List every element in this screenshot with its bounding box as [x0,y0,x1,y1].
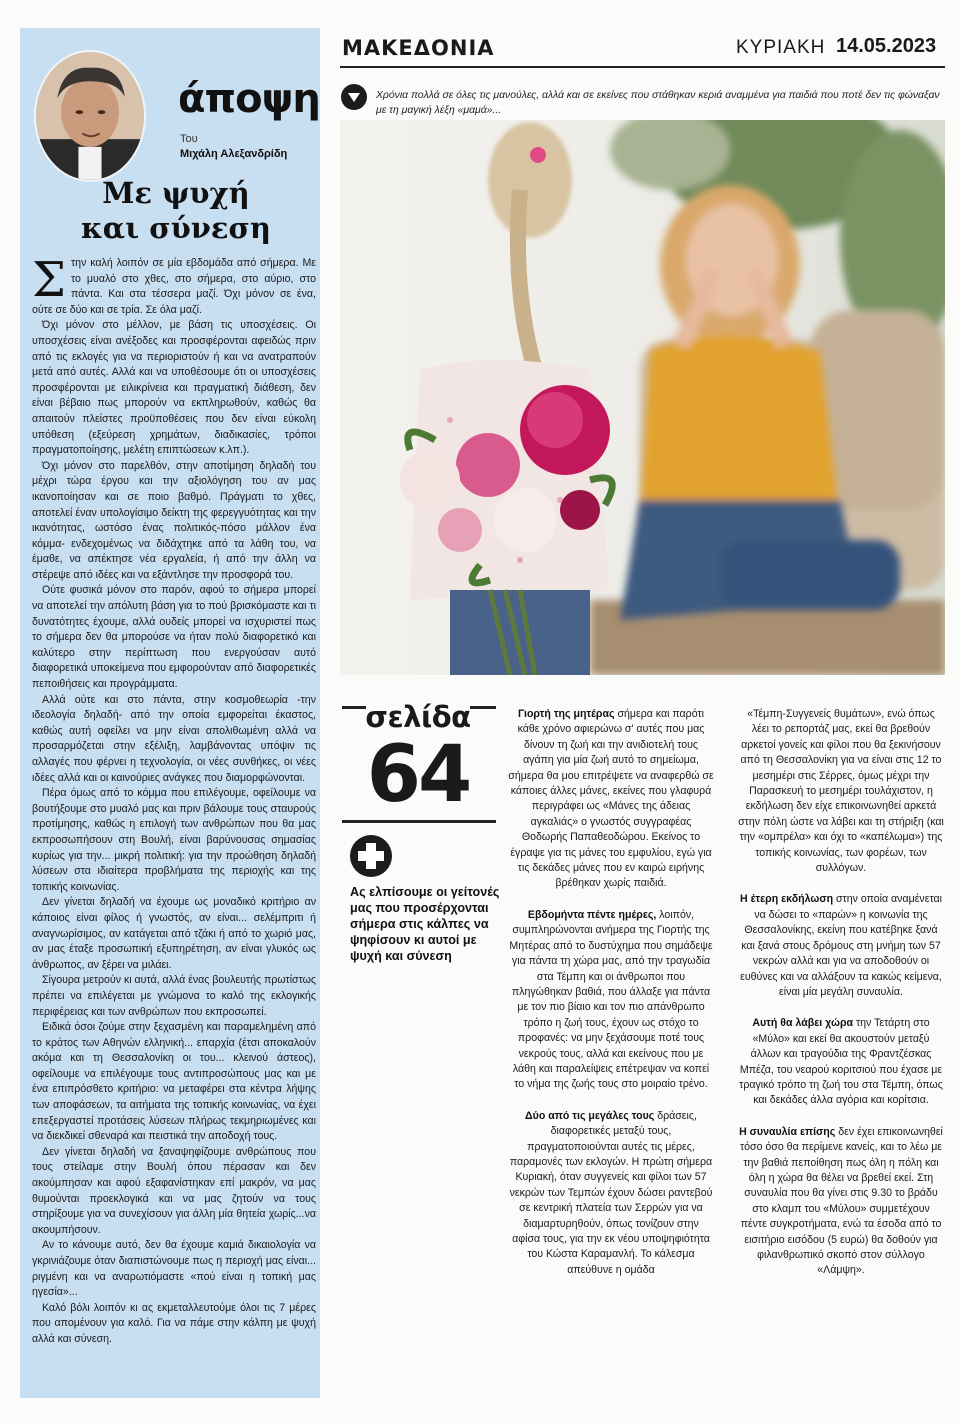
article-paragraph: Εβδομήντα πέντε ημέρες, λοιπόν, συμπληρώνονται ανήμερα της Γιορτής της Μητέρας από το δυστύχημα που σημάδεψε για πάντα τη χώρα μας, από την τραγωδία στα Τέμπη και οι άνθρωποι που πληγώθηκαν βαθιά, που άλλαξε για πάντα με τον πιο βίαιο και τον πιο απάνθρωπο τρόπο η ζωή τους, έχουν ως στόχο το προφανές: να μην ξεχάσουμε ποτέ τους νεκρούς τους, αλλά και εκείνους που με λάθη και παραλείψεις επέτρεψαν να κοπεί το νήμα της ζωής τους στο μοιραίο τρένο. [509,908,713,1091]
section-label-opinion: άποψη [178,76,320,122]
opinion-title-line2: και σύνεση [81,211,271,245]
article-paragraph: Δύο από τις μεγάλες τους δράσεις, διαφορετικές μεταξύ τους, πραγματοποιούνται αυτές τις μέρες, παραμονές των εκλογών. Η πρώτη σήμερα Κυριακή, όταν συγγενείς και φίλοι των 57 νεκρών των Τεμπών έχουν δώσει ραντεβού σε κεντρική πλατεία των Σερρών για να διαμαρτυρηθούν, όπως τονίζουν στην αφίσα τους, για την εκ νέου υποψηφιότητα του Κώστα Καραμανλή. Το κάλεσμα απεύθυνε η ομάδα [509,1109,713,1276]
article-column-middle [508,707,714,1294]
teaser-divider [342,820,496,823]
mothers-day-photo [340,120,945,675]
opinion-paragraph: Δεν γίνεται δηλαδή να έχουμε ως μοναδικό κριτήριο αν κάποιος είναι φίλος ή γνωστός, αν είναι... σελέμπριτι ή αναγνωρίσιμος, αν κατάγεται από τζάκι ή από το χωριό μας, αν μας έταξε προσωπική εξυπηρέτηση, αν είναι γλυκός ως άνθρωπος, αν ξέρει να μιλάει. [32,896,316,971]
page-number: 64 [366,730,470,820]
article-column-right [738,707,944,1295]
article-paragraph: Αυτή θα λάβει χώρα την Τετάρτη στο «Μύλο» και εκεί θα ακουστούν μεταξύ άλλων και τραγούδια της Φραντζέσκας Μπέζα, του νεαρού κοριτσιού που έχασε με τραγικό τρόπο τη ζωή του στα Τέμπη, όπως και δεκάδες άλλα αγόρια και κορίτσια. [739,1017,943,1107]
issue-date: 14.05.2023 [836,35,937,57]
opinion-paragraph: Καλό βόλι λοιπόν κι ας εκμεταλλευτούμε όλοι τις 7 μέρες που απομένουν για καλό. Για να πάμε στην κάλπη με ψυχή αλλά και σύνεση. [32,1301,316,1345]
article-paragraph: Η έτερη εκδήλωση στην οποία αναμένεται να δώσει το «παρών» η κοινωνία της Θεσσαλονίκης, εκείνη που κατέβηκε ξανά και ξανά στους δρόμους στη μνήμη των 57 νεκρών αλλά και για να αποδοθούν οι ευθύνες και να αλλάξουν τα κακώς κείμενα, είναι μία μεγάλη συναυλία. [740,893,942,998]
opinion-column [20,28,320,1398]
dropcap-letter: Σ [32,252,66,308]
opinion-paragraph: Σίγουρα μετρούν κι αυτά, αλλά ένας βουλευτής πρωτίστως πρέπει να επιλέγεται με γνώμονα το καλό της εκλογικής περιφέρειας και των ανθρώπων που εκπροσωπεί. [32,974,316,1018]
opinion-title-line1: Με ψυχή [102,176,250,210]
article-paragraph: «Τέμπη-Συγγενείς θυμάτων», ενώ όπως λέει το ρεπορτάζ μας, εκεί θα βρεθούν αρκετοί γονείς και φίλοι που θα ξεκινήσουν από τη Θεσσαλονίκη για να είναι στις 12 το μεσημέρι στις Σέρρες, όμως μέχρι την Παρασκευή το μεσημέρι τουλάχιστον, η εκδήλωση δεν είχε επικοινωνηθεί αρκετά στην πόλη ώστε να λάβει και τη στήριξη (και την «ομπρέλα» και όχι το «καπέλωμα») της τοπικής κοινωνίας, των φορέων, των συλλόγων. [738,708,944,875]
opinion-title [36,176,316,246]
photo-caption: Χρόνια πολλά σε όλες τις μανούλες, αλλά και σε εκείνες που στάθηκαν κεριά αναμμένα για παιδιά που ποτέ δεν τις φώναξαν με τη μαγική λέξη «μαμά»... [376,90,940,116]
opinion-paragraph: Όχι μόνον στο μέλλον, με βάση τις υποσχέσεις. Οι υποσχέσεις είναι ανέξοδες και προσφέρονται αφειδώς πριν από τις εκλογές για να περιοριστούν ή και να ανατραπούν μετά από αυτές. Αλλά και να υποθέσουμε ότι οι υποσχέσεις προσφέρονται με ειλικρίνεια και πραγματική διάθεση, δεν είναι βέβαιο πως μπορούν να εκπληρωθούν, καθώς θα απαιτούν πλείστες προϋποθέσεις που δεν είναι εύκολη υπόθεση (εξεύρεση χρημάτων, διαδικασίες, τρόποι πραγματοποίησης, μελέτη επιπτώσεων κ.λπ.). [32,319,316,457]
article-paragraph: Η συναυλία επίσης δεν έχει επικοινωνηθεί τόσο όσο θα περίμενε κανείς, και το λέω με την βαθιά πεποίθηση πως όλη η πόλη και όλη η χώρα θα θέλει να βρεθεί εκεί. Στη συναυλία που θα γίνει στις 9.30 το βράδυ στο κλαμπ του «Μύλου» συμμετέχουν πέντε συγκροτήματα, ενώ τα έσοδα από το εισιτήριο εισόδου (5 ευρώ) θα δοθούν για φιλανθρωπικό σκοπό στον σύλλογο «Λάμψη». [739,1125,943,1277]
caption-arrow-icon [341,84,367,110]
header-divider [340,66,945,68]
author-prefix: Του [180,133,198,145]
author-name: Μιχάλη Αλεξανδρίδη [180,148,288,160]
page-label: σελίδα [365,700,471,734]
author-portrait-image [34,50,146,182]
opinion-paragraph: Αν το κάνουμε αυτό, δεν θα έχουμε καμιά δικαιολογία να γκρινιάζουμε όταν διαπιστώνουμε πως η περιοχή μας είναι... ριγμένη και να αναρωτιόμαστε «πού είναι η τοπική μας ηγεσία»... [32,1239,316,1299]
opinion-paragraph: Αλλά ούτε και στο πάντα, στην κοσμοθεωρία -την ιδεολογία δηλαδή- από την οποία εμφορείται έκαστος, καθώς αυτή οφείλει να μην είναι απολιθωμένη αλλά να προσαρμόζεται στην εξέλιξη, λαμβάνοντας υπόψιν τις αλλαγές που φέρνει η τεχνολογία, οι νέες συνθήκες, οι νέες ιδέες αλλά και οι καινούριες ανάγκες που διαμορφώνονται. [32,693,316,784]
issue-day: ΚΥΡΙΑΚΗ [736,37,826,58]
article-paragraph: Γιορτή της μητέρας σήμερα και παρότι κάθε χρόνο αφιερώνω σ' αυτές που μας δίνουν τη ζωή και την ανιδιοτελή τους αγάπη για μία ζωή αυτό το σημείωμα, σήμερα θα μου επιτρέψετε να αναφερθώ σε κάποιες άλλες μάνες, εκείνες που γλαφυρά περιγράφει ως «Μάνες της άδειας αγκαλιάς» ο γνωστός συγγραφέας Θοδωρής Παπαθεοδώρου. Εκείνος το έγραψε για τις μάνες του εμφυλίου, εγώ για τις δεκάδες μάνες που εν καιρώ ειρήνης βρέθηκαν χωρίς παιδιά. [508,708,714,890]
opinion-body [32,252,316,1348]
teaser-text: Ας ελπίσουμε οι γείτονές μας που προσέρχονται σήμερα στις κάλπες να ψηφίσουν κι αυτοί με ψυχή και σύνεση [350,885,500,963]
plus-icon [350,835,392,877]
opinion-paragraph: Στην καλή λοιπόν σε μία εβδομάδα από σήμερα. Με το μυαλό στο χθες, στο σήμερα, στο αύριο, στο πάντα. Και στα τέσσερα μαζί. Όχι μόνον σε ένα, ούτε σε δύο και σε τρία. Σε όλα μαζί. [32,252,316,316]
opinion-paragraph: Πέρα όμως από το κόμμα που επιλέγουμε, οφείλουμε να βουτήξουμε στο μυαλό μας και πριν βάλουμε τους σταυρούς προτίμησης, καθώς η επιλογή των ανθρώπων που θα μας εκπροσωπήσουν στη Βουλή, είναι βαρύνουσας σημασίας κυρίως για την... μικρή πολιτική: για την προώθηση δηλαδή λύσεων στα ιδιαίτερα προβλήματα της περιοχής και της τοπικής κοινωνίας. [32,787,316,893]
opinion-paragraph: Όχι μόνον στο παρελθόν, στην αποτίμηση δηλαδή του μέχρι τώρα έργου και την αξιολόγηση του αν μας ικανοποίησαν και σε ποιο βαθμό. Πράγματι το χθες, αποτελεί έναν υπολογίσιμο δείκτη της φερεγγυότητας και την ικανότητας, ωστόσο ένας πολιτικός-πόσο μάλλον ένα κόμμα- ενδεχομένως να διδάχτηκε από τα λάθη του, να έμαθε, να απέκτησε νέα εργαλεία, ή από την άλλη να στέρεψε από ιδέες και να εξάντλησε την προσφορά του. [32,459,316,581]
opinion-paragraph: Δεν γίνεται δηλαδή να ξαναψηφίζουμε ανθρώπους που τους στείλαμε στην Βουλή όπου πέρασαν και δεν ακούμπησαν και αφού εξαφανίστηκαν επί μακρόν, να μας θυμούνται προεκλογικά και να μας ζητούν να τους στηρίξουμε για να συνεχίσουν για άλλη μία θητεία χωρίς...να ακουμπήσουν. [32,1145,316,1236]
opinion-paragraph: Ειδικά όσοι ζούμε στην ξεχασμένη και παραμελημένη από το κράτος των Αθηνών ελληνική... επαρχία (έτσι αποκαλούν ακόμα και τη Θεσσαλονίκη οι του... κλεινού άστεος), οφείλουμε να επιλέγουμε τους αντιπροσώπους μας και με ένα επιπρόσθετο κριτήριο: να μεταφέρει στα κέντρα λήψης των αποφάσεων, τα αιτήματα της τοπικής κοινωνίας, να έχει επεξεργαστεί προτάσεις λύσεων πλήρως τεκμηριωμένες και να διεκδικεί σθεναρά και πειστικά την αποδοχή τους. [32,1021,316,1143]
opinion-paragraph: Ούτε φυσικά μόνον στο παρόν, αφού το σήμερα μπορεί να αποτελεί την απόλυτη βάση για το πού βρισκόμαστε και τι δυνατότητες έχουμε, αλλά ουδείς μπορεί να ισχυριστεί πως το σήμερα δεν θα μπορούσε να ήταν πολύ διαφορετικό και καλύτερο στην περίπτωση που ενεργούσαν αυτό διαφορετικά υποκείμενα που εμφορούνταν από διαφορετικές πεποιθήσεις και προγράμματα. [32,584,316,691]
newspaper-name: ΜΑΚΕΔΟΝΙΑ [342,36,495,60]
